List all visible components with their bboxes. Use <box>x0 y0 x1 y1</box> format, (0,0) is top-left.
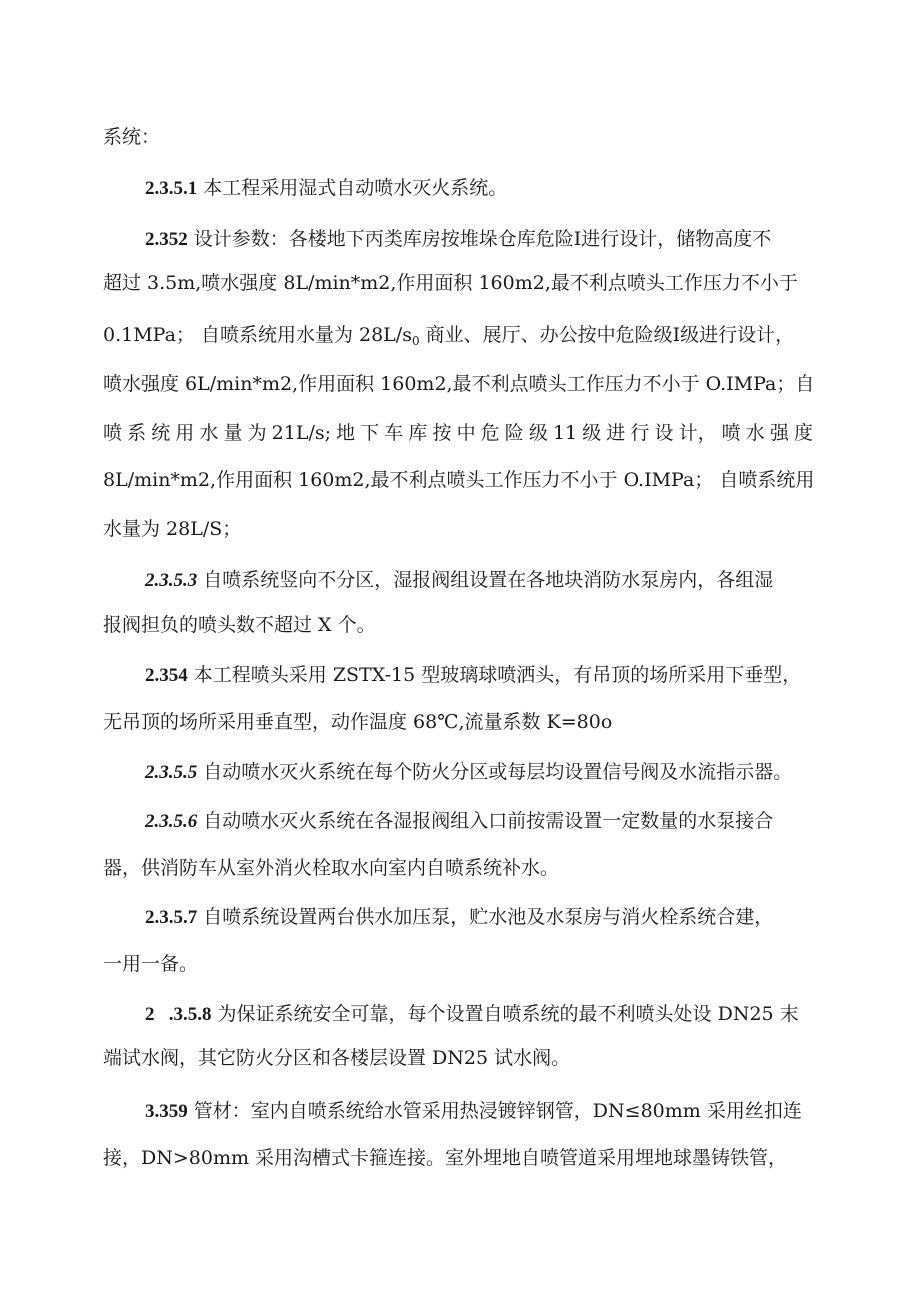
section-text: 本工程采用湿式自动喷水灭火系统。 <box>203 177 508 199</box>
section-2-3-5-2-line-4 <box>103 371 920 397</box>
section-2-3-5-8-line-1 <box>145 1001 920 1028</box>
section-2-3-5-2-line-5 <box>103 420 920 446</box>
justified-token: 库 <box>408 422 428 444</box>
section-number: 3.359 <box>145 1101 188 1122</box>
section-2-3-5-2-line-6 <box>103 467 920 493</box>
section-text: 端试水阀，其它防火分区和各楼层设置 DN25 试水阀。 <box>103 1047 571 1069</box>
justified-token: 统 <box>151 422 171 444</box>
justified-token: 车 <box>384 422 404 444</box>
section-number: 2.354 <box>145 665 188 686</box>
section-2-3-5-2-line-7 <box>103 516 920 542</box>
justified-token: 水 <box>199 422 219 444</box>
justified-token: 度 <box>793 422 813 444</box>
section-3-3-5-9-line-1 <box>145 1098 920 1125</box>
justified-token: 计， <box>678 422 717 444</box>
justified-token: 水 <box>745 422 765 444</box>
intro-line <box>103 124 920 150</box>
justified-token: 行 <box>630 422 650 444</box>
justified-token: 按 <box>432 422 452 444</box>
section-text: 报阀担负的喷头数不超过 X 个。 <box>103 614 376 636</box>
section-text: 商业、展厅、办公按中危险级Ⅰ级进行设计， <box>425 324 795 346</box>
section-2-3-5-2-line-3 <box>103 322 920 354</box>
justified-token: 为 <box>247 422 267 444</box>
section-text: 自喷系统竖向不分区，湿报阀组设置在各地块消防水泵房内，各组湿 <box>203 569 774 591</box>
section-2-3-5-4-line-1 <box>145 662 920 689</box>
section-number: 2.352 <box>145 229 188 250</box>
subscript: 0 <box>411 334 420 348</box>
section-text: 无吊顶的场所采用垂直型，动作温度 68℃,流量系数 K=80o <box>103 711 613 733</box>
section-2-3-5-2-line-2 <box>103 270 920 296</box>
justified-token: 级 <box>582 422 602 444</box>
section-2-3-5-8-line-2 <box>103 1045 920 1071</box>
section-2-3-5-3-line-1 <box>145 567 920 594</box>
justified-token: 设 <box>654 422 674 444</box>
section-number: 2 .3.5.8 <box>145 1004 212 1025</box>
justified-token: 中 <box>456 422 476 444</box>
justified-token: 危 <box>480 422 500 444</box>
section-text: 超过 3.5m,喷水强度 8L∕min*m2,作用面积 160m2,最不利点喷头工作压力不小于 <box>103 272 798 294</box>
section-3-3-5-9-line-2 <box>103 1145 920 1171</box>
section-number: 2.3.5.3 <box>145 570 198 591</box>
justified-token: 11 <box>552 422 578 444</box>
justified-line <box>103 420 813 446</box>
section-2-3-5-4-line-2 <box>103 709 920 735</box>
section-2-3-5-2-line-1 <box>145 226 920 253</box>
justified-token: 级 <box>528 422 548 444</box>
section-number: 2.3.5.5 <box>145 762 198 783</box>
section-text: 自动喷水灭火系统在各湿报阀组入口前按需设置一定数量的水泵接合 <box>203 810 774 832</box>
justified-token: 进 <box>606 422 626 444</box>
section-number: 2.3.5.1 <box>145 178 198 199</box>
section-2-3-5-1 <box>145 175 920 202</box>
section-text: 8L∕min*m2,作用面积 160m2,最不利点喷头工作压力不小于 O.IMPa； 自喷系统用 <box>103 469 815 491</box>
section-text: 一用一备。 <box>103 953 199 975</box>
justified-token: 地 <box>336 422 356 444</box>
section-text: 0.1MPa； 自喷系统用水量为 28L∕s <box>103 324 412 346</box>
section-text: 为保证系统安全可靠，每个设置自喷系统的最不利喷头处设 DN25 末 <box>217 1003 799 1025</box>
justified-token: 喷 <box>721 422 741 444</box>
justified-token: 系 <box>127 422 147 444</box>
section-2-3-5-5 <box>145 759 920 786</box>
section-2-3-5-7-line-1 <box>145 904 920 931</box>
justified-token: 喷 <box>103 422 123 444</box>
section-text: 自喷系统设置两台供水加压泵，贮水池及水泵房与消火栓系统合建， <box>203 906 774 928</box>
section-text: 本工程喷头采用 ZSTX-15 型玻璃球喷洒头，有吊顶的场所采用下垂型， <box>193 664 802 686</box>
section-text: 器，供消防车从室外消火栓取水向室内自喷系统补水。 <box>103 857 560 879</box>
section-2-3-5-7-line-2 <box>103 951 920 977</box>
section-text: 水量为 28L/S； <box>103 518 242 540</box>
section-number: 2.3.5.6 <box>145 811 198 832</box>
section-2-3-5-3-line-2 <box>103 612 920 638</box>
justified-token: 21L∕s; <box>271 422 332 444</box>
section-text: 接，DN>80mm 采用沟槽式卡箍连接。室外埋地自喷管道采用埋地球墨铸铁管， <box>103 1147 788 1169</box>
justified-token: 险 <box>504 422 524 444</box>
section-text: 喷水强度 6L∕min*m2,作用面积 160m2,最不利点喷头工作压力不小于 O.IMPa；自 <box>103 373 815 395</box>
intro-text: 系统： <box>103 126 161 148</box>
justified-token: 用 <box>175 422 195 444</box>
justified-token: 下 <box>360 422 380 444</box>
section-2-3-5-6-line-2 <box>103 855 920 881</box>
justified-token: 强 <box>769 422 789 444</box>
section-text: 管材：室内自喷系统给水管采用热浸镀锌钢管，DN≤80mm 采用丝扣连 <box>193 1100 802 1122</box>
justified-token: 量 <box>223 422 243 444</box>
section-text: 设计参数：各楼地下丙类库房按堆垛仓库危险Ⅰ进行设计，储物高度不 <box>193 228 772 250</box>
section-2-3-5-6-line-1 <box>145 808 920 835</box>
section-number: 2.3.5.7 <box>145 907 198 928</box>
section-text: 自动喷水灭火系统在每个防火分区或每层均设置信号阀及水流指示器。 <box>203 761 793 783</box>
